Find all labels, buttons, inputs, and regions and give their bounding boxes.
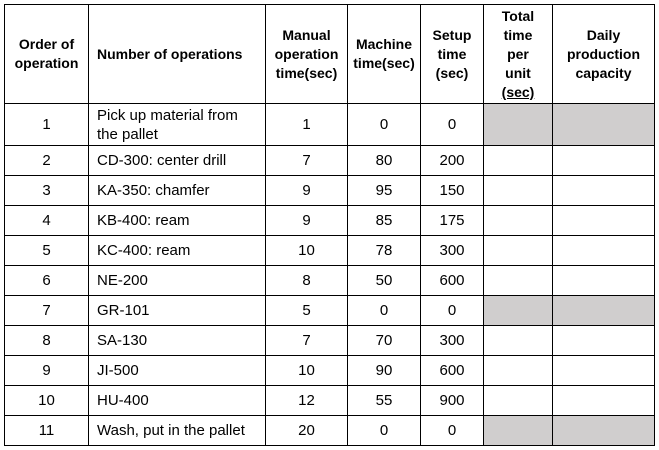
cell-setup-time: 0 xyxy=(421,416,484,446)
cell-operation-name: KA-350: chamfer xyxy=(89,176,266,206)
cell-operation-name: CD-300: center drill xyxy=(89,146,266,176)
cell-daily-capacity xyxy=(553,326,655,356)
cell-setup-time: 300 xyxy=(421,326,484,356)
cell-machine-time: 95 xyxy=(348,176,421,206)
table-row xyxy=(5,416,655,446)
cell-total-time xyxy=(484,266,553,296)
cell-machine-time: 0 xyxy=(348,296,421,326)
cell-order: 8 xyxy=(5,326,89,356)
cell-daily-capacity xyxy=(553,104,655,146)
cell-setup-time: 175 xyxy=(421,206,484,236)
cell-manual-time: 5 xyxy=(266,296,348,326)
cell-manual-time: 7 xyxy=(266,146,348,176)
header-setup-time: Setup time (sec) xyxy=(421,5,484,104)
cell-manual-time: 9 xyxy=(266,206,348,236)
cell-machine-time: 55 xyxy=(348,386,421,416)
table-row xyxy=(5,146,655,176)
operations-table xyxy=(4,4,655,446)
cell-machine-time: 0 xyxy=(348,104,421,146)
cell-manual-time: 7 xyxy=(266,326,348,356)
cell-order: 4 xyxy=(5,206,89,236)
cell-setup-time: 200 xyxy=(421,146,484,176)
cell-total-time xyxy=(484,356,553,386)
cell-order: 3 xyxy=(5,176,89,206)
cell-daily-capacity xyxy=(553,386,655,416)
cell-total-time xyxy=(484,146,553,176)
cell-daily-capacity xyxy=(553,236,655,266)
cell-order: 11 xyxy=(5,416,89,446)
cell-setup-time: 900 xyxy=(421,386,484,416)
cell-total-time xyxy=(484,236,553,266)
cell-manual-time: 9 xyxy=(266,176,348,206)
table-row xyxy=(5,296,655,326)
cell-daily-capacity xyxy=(553,416,655,446)
cell-total-time xyxy=(484,206,553,236)
cell-daily-capacity xyxy=(553,266,655,296)
header-total-time: Total time per unit (sec) xyxy=(484,5,553,104)
cell-total-time xyxy=(484,176,553,206)
operations-body xyxy=(5,104,655,446)
cell-daily-capacity xyxy=(553,176,655,206)
cell-machine-time: 50 xyxy=(348,266,421,296)
table-row xyxy=(5,176,655,206)
cell-operation-name: KC-400: ream xyxy=(89,236,266,266)
header-machine-time: Machine time(sec) xyxy=(348,5,421,104)
cell-setup-time: 300 xyxy=(421,236,484,266)
cell-daily-capacity xyxy=(553,356,655,386)
cell-manual-time: 10 xyxy=(266,236,348,266)
cell-setup-time: 150 xyxy=(421,176,484,206)
cell-setup-time: 0 xyxy=(421,296,484,326)
operation-name-line: Pick up material from xyxy=(97,106,238,124)
cell-manual-time: 20 xyxy=(266,416,348,446)
table-row xyxy=(5,236,655,266)
cell-order: 1 xyxy=(5,104,89,146)
cell-manual-time: 12 xyxy=(266,386,348,416)
cell-machine-time: 80 xyxy=(348,146,421,176)
table-row xyxy=(5,356,655,386)
cell-order: 7 xyxy=(5,296,89,326)
cell-machine-time: 78 xyxy=(348,236,421,266)
cell-operation-name: NE-200 xyxy=(89,266,266,296)
cell-order: 6 xyxy=(5,266,89,296)
cell-operation-name: Wash, put in the pallet xyxy=(89,416,266,446)
header-manual-time: Manual operation time(sec) xyxy=(266,5,348,104)
cell-machine-time: 70 xyxy=(348,326,421,356)
table-row xyxy=(5,386,655,416)
table-row xyxy=(5,326,655,356)
cell-machine-time: 85 xyxy=(348,206,421,236)
header-number-of-operations: Number of operations xyxy=(89,5,266,104)
cell-total-time xyxy=(484,104,553,146)
cell-manual-time: 8 xyxy=(266,266,348,296)
cell-operation-name: JI-500 xyxy=(89,356,266,386)
cell-order: 2 xyxy=(5,146,89,176)
cell-manual-time: 10 xyxy=(266,356,348,386)
cell-order: 10 xyxy=(5,386,89,416)
cell-operation-name xyxy=(89,104,266,146)
cell-daily-capacity xyxy=(553,206,655,236)
cell-operation-name: KB-400: ream xyxy=(89,206,266,236)
cell-order: 9 xyxy=(5,356,89,386)
cell-operation-name: HU-400 xyxy=(89,386,266,416)
cell-total-time xyxy=(484,416,553,446)
cell-machine-time: 90 xyxy=(348,356,421,386)
cell-total-time xyxy=(484,296,553,326)
table-row xyxy=(5,266,655,296)
cell-total-time xyxy=(484,386,553,416)
operation-name-line: the pallet xyxy=(97,125,158,143)
cell-setup-time: 600 xyxy=(421,266,484,296)
cell-daily-capacity xyxy=(553,146,655,176)
header-daily-capacity: Daily production capacity xyxy=(553,5,655,104)
cell-setup-time: 0 xyxy=(421,104,484,146)
cell-total-time xyxy=(484,326,553,356)
header-row xyxy=(5,5,655,104)
table-row xyxy=(5,104,655,146)
cell-operation-name: SA-130 xyxy=(89,326,266,356)
header-order: Order of operation xyxy=(5,5,89,104)
cell-machine-time: 0 xyxy=(348,416,421,446)
cell-operation-name: GR-101 xyxy=(89,296,266,326)
cell-setup-time: 600 xyxy=(421,356,484,386)
cell-manual-time: 1 xyxy=(266,104,348,146)
table-row xyxy=(5,206,655,236)
cell-order: 5 xyxy=(5,236,89,266)
cell-daily-capacity xyxy=(553,296,655,326)
